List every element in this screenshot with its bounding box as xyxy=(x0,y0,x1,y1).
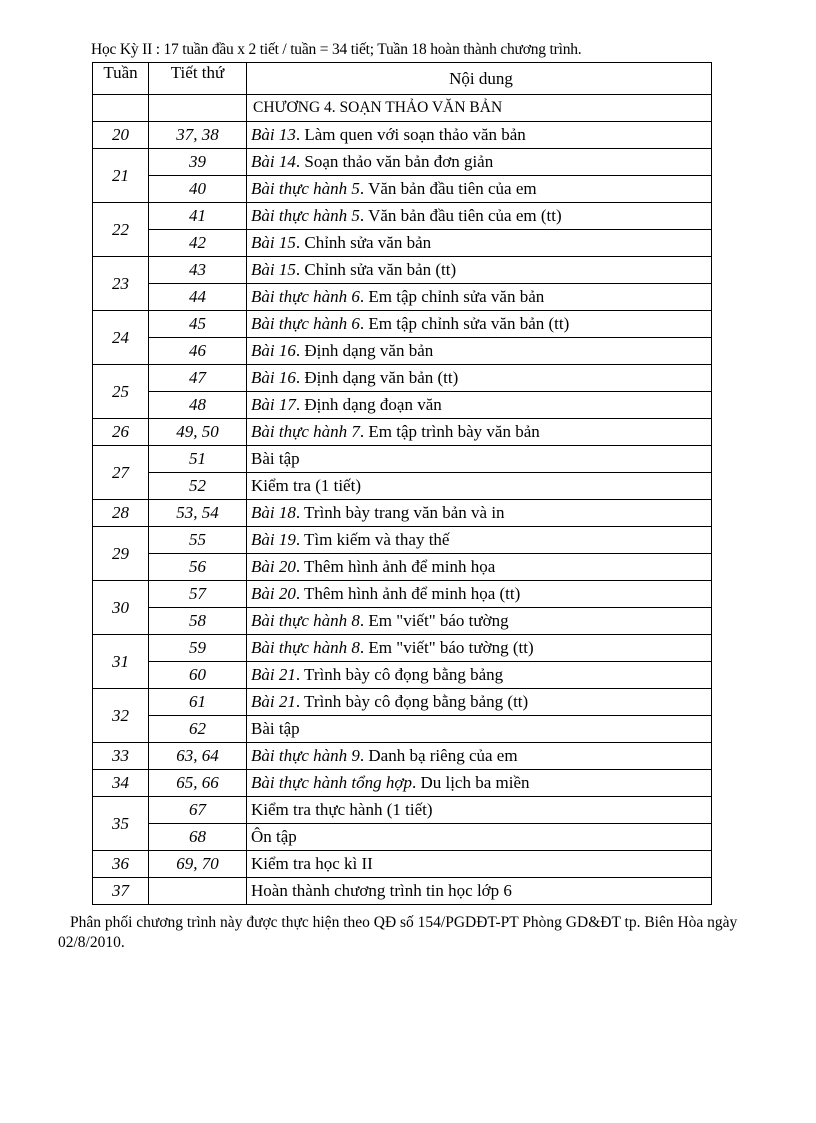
table-row xyxy=(93,365,712,392)
content-cell xyxy=(247,203,712,230)
lesson-label: Bài thực hành 6 xyxy=(251,314,360,333)
lesson-title: Hoàn thành chương trình tin học lớp 6 xyxy=(251,881,512,900)
period-cell: 46 xyxy=(149,338,247,365)
lesson-title: . Định dạng văn bản xyxy=(295,341,434,360)
table-row xyxy=(93,743,712,770)
lesson-label: Bài thực hành 8 xyxy=(251,611,360,630)
table-row xyxy=(93,419,712,446)
table-row xyxy=(93,527,712,554)
period-cell xyxy=(149,878,247,905)
chapter-row xyxy=(93,95,712,122)
lesson-title: Ôn tập xyxy=(251,827,297,846)
lesson-title: . Chỉnh sửa văn bản (tt) xyxy=(295,260,457,279)
lesson-title: . Tìm kiếm và thay thế xyxy=(295,530,450,549)
content-cell xyxy=(247,608,712,635)
week-cell: 34 xyxy=(93,770,149,797)
table-row xyxy=(93,176,712,203)
period-cell: 56 xyxy=(149,554,247,581)
period-cell: 47 xyxy=(149,365,247,392)
content-cell xyxy=(247,662,712,689)
lesson-title: . Trình bày cô đọng bằng bảng (tt) xyxy=(295,692,529,711)
lesson-label: Bài thực hành 5 xyxy=(251,179,360,198)
week-cell: 36 xyxy=(93,851,149,878)
lesson-label: Bài 16 xyxy=(251,341,296,360)
week-cell: 33 xyxy=(93,743,149,770)
lesson-title: . Em tập trình bày văn bản xyxy=(359,422,540,441)
lesson-title: Kiểm tra thực hành (1 tiết) xyxy=(251,800,433,819)
content-cell xyxy=(247,365,712,392)
header-period: Tiết thứ xyxy=(149,63,247,95)
table-row xyxy=(93,500,712,527)
period-cell: 68 xyxy=(149,824,247,851)
semester-intro: Học Kỳ II : 17 tuần đầu x 2 tiết / tuần = 34 tiết; Tuần 18 hoàn thành chương trình. xyxy=(91,41,582,58)
lesson-title: . Du lịch ba miền xyxy=(411,773,530,792)
period-cell: 39 xyxy=(149,149,247,176)
lesson-label: Bài 16 xyxy=(251,368,296,387)
period-cell: 59 xyxy=(149,635,247,662)
content-cell xyxy=(247,743,712,770)
period-cell: 41 xyxy=(149,203,247,230)
table-row xyxy=(93,689,712,716)
period-cell: 49, 50 xyxy=(149,419,247,446)
content-cell xyxy=(247,500,712,527)
lesson-label: Bài 18 xyxy=(251,503,296,522)
footnote: Phân phối chương trình này được thực hiện theo QĐ số 154/PGDĐT-PT Phòng GD&ĐT tp. Biên Hòa ngày 02/8/2010. xyxy=(58,914,738,951)
lesson-label: Bài thực hành 6 xyxy=(251,287,360,306)
table-row xyxy=(93,392,712,419)
period-cell: 43 xyxy=(149,257,247,284)
table-row xyxy=(93,311,712,338)
period-cell: 67 xyxy=(149,797,247,824)
lesson-title: . Em tập chỉnh sửa văn bản (tt) xyxy=(359,314,570,333)
lesson-title: Kiểm tra (1 tiết) xyxy=(251,476,361,495)
period-cell: 40 xyxy=(149,176,247,203)
lesson-title: . Định dạng văn bản (tt) xyxy=(295,368,459,387)
content-cell xyxy=(247,338,712,365)
period-cell: 62 xyxy=(149,716,247,743)
table-row xyxy=(93,824,712,851)
table-row xyxy=(93,770,712,797)
content-cell xyxy=(247,716,712,743)
content-cell xyxy=(247,392,712,419)
table-row xyxy=(93,284,712,311)
period-cell: 52 xyxy=(149,473,247,500)
lesson-label: Bài thực hành 7 xyxy=(251,422,360,441)
week-cell: 29 xyxy=(93,527,149,581)
lesson-title: . Định dạng đoạn văn xyxy=(295,395,442,414)
period-cell: 57 xyxy=(149,581,247,608)
table-row xyxy=(93,473,712,500)
table-header-row xyxy=(93,63,712,95)
table-row xyxy=(93,581,712,608)
table-row xyxy=(93,635,712,662)
lesson-label: Bài 21 xyxy=(251,665,296,684)
period-cell: 58 xyxy=(149,608,247,635)
lesson-title: Bài tập xyxy=(251,449,300,468)
week-cell: 22 xyxy=(93,203,149,257)
lesson-label: Bài 20 xyxy=(251,584,296,603)
lesson-title: . Làm quen với soạn thảo văn bản xyxy=(295,125,526,144)
week-cell: 30 xyxy=(93,581,149,635)
week-cell: 32 xyxy=(93,689,149,743)
week-cell: 26 xyxy=(93,419,149,446)
lesson-label: Bài thực hành 8 xyxy=(251,638,360,657)
week-cell: 23 xyxy=(93,257,149,311)
table-row xyxy=(93,554,712,581)
header-content: Nội dung xyxy=(247,63,712,95)
lesson-label: Bài thực hành 9 xyxy=(251,746,360,765)
lesson-title: . Văn bản đầu tiên của em xyxy=(359,179,537,198)
table-row xyxy=(93,797,712,824)
lesson-label: Bài 21 xyxy=(251,692,296,711)
period-cell: 65, 66 xyxy=(149,770,247,797)
week-cell: 25 xyxy=(93,365,149,419)
table-row xyxy=(93,149,712,176)
table-row xyxy=(93,230,712,257)
content-cell xyxy=(247,473,712,500)
lesson-title: . Văn bản đầu tiên của em (tt) xyxy=(359,206,562,225)
content-cell xyxy=(247,851,712,878)
table-row xyxy=(93,878,712,905)
content-cell xyxy=(247,311,712,338)
week-cell: 35 xyxy=(93,797,149,851)
period-cell: 60 xyxy=(149,662,247,689)
lesson-title: . Em "viết" báo tường xyxy=(359,611,509,630)
content-cell xyxy=(247,257,712,284)
content-cell xyxy=(247,878,712,905)
table-row xyxy=(93,257,712,284)
syllabus-table xyxy=(92,62,712,905)
content-cell xyxy=(247,446,712,473)
table-row xyxy=(93,446,712,473)
lesson-title: . Thêm hình ảnh để minh họa (tt) xyxy=(295,584,521,603)
week-cell: 31 xyxy=(93,635,149,689)
period-cell: 69, 70 xyxy=(149,851,247,878)
content-cell xyxy=(247,689,712,716)
content-cell xyxy=(247,770,712,797)
week-cell: 27 xyxy=(93,446,149,500)
content-cell xyxy=(247,527,712,554)
lesson-label: Bài 15 xyxy=(251,233,296,252)
period-cell: 61 xyxy=(149,689,247,716)
table-row xyxy=(93,122,712,149)
content-cell xyxy=(247,635,712,662)
period-cell: 44 xyxy=(149,284,247,311)
lesson-label: Bài 15 xyxy=(251,260,296,279)
lesson-title: Kiểm tra học kì II xyxy=(251,854,373,873)
lesson-title: . Em "viết" báo tường (tt) xyxy=(359,638,534,657)
table-row xyxy=(93,716,712,743)
content-cell xyxy=(247,554,712,581)
lesson-label: Bài 19 xyxy=(251,530,296,549)
lesson-title: . Thêm hình ảnh để minh họa xyxy=(295,557,496,576)
chapter-title: CHƯƠNG 4. SOẠN THẢO VĂN BẢN xyxy=(247,95,712,122)
table-row xyxy=(93,608,712,635)
content-cell xyxy=(247,284,712,311)
header-week: Tuần xyxy=(93,63,149,95)
lesson-label: Bài 20 xyxy=(251,557,296,576)
period-cell: 51 xyxy=(149,446,247,473)
lesson-label: Bài 13 xyxy=(251,125,296,144)
period-cell: 53, 54 xyxy=(149,500,247,527)
lesson-label: Bài thực hành 5 xyxy=(251,206,360,225)
week-cell: 28 xyxy=(93,500,149,527)
table-row xyxy=(93,662,712,689)
table-row xyxy=(93,203,712,230)
lesson-label: Bài 17 xyxy=(251,395,296,414)
lesson-title: . Trình bày trang văn bản và in xyxy=(295,503,505,522)
week-cell: 21 xyxy=(93,149,149,203)
lesson-title: . Trình bày cô đọng bằng bảng xyxy=(295,665,504,684)
lesson-title: . Em tập chỉnh sửa văn bản xyxy=(359,287,545,306)
lesson-title: . Chỉnh sửa văn bản xyxy=(295,233,432,252)
lesson-label: Bài thực hành tổng hợp xyxy=(251,773,412,792)
period-cell: 45 xyxy=(149,311,247,338)
table-row xyxy=(93,338,712,365)
period-cell: 55 xyxy=(149,527,247,554)
lesson-title: . Soạn thảo văn bản đơn giản xyxy=(295,152,494,171)
content-cell xyxy=(247,797,712,824)
period-cell: 42 xyxy=(149,230,247,257)
period-cell: 37, 38 xyxy=(149,122,247,149)
lesson-title: . Danh bạ riêng của em xyxy=(359,746,518,765)
lesson-label: Bài 14 xyxy=(251,152,296,171)
content-cell xyxy=(247,149,712,176)
content-cell xyxy=(247,122,712,149)
content-cell xyxy=(247,419,712,446)
week-cell: 37 xyxy=(93,878,149,905)
content-cell xyxy=(247,824,712,851)
content-cell xyxy=(247,230,712,257)
table-row xyxy=(93,851,712,878)
period-cell: 48 xyxy=(149,392,247,419)
week-cell: 24 xyxy=(93,311,149,365)
period-cell: 63, 64 xyxy=(149,743,247,770)
content-cell xyxy=(247,581,712,608)
week-cell: 20 xyxy=(93,122,149,149)
lesson-title: Bài tập xyxy=(251,719,300,738)
content-cell xyxy=(247,176,712,203)
